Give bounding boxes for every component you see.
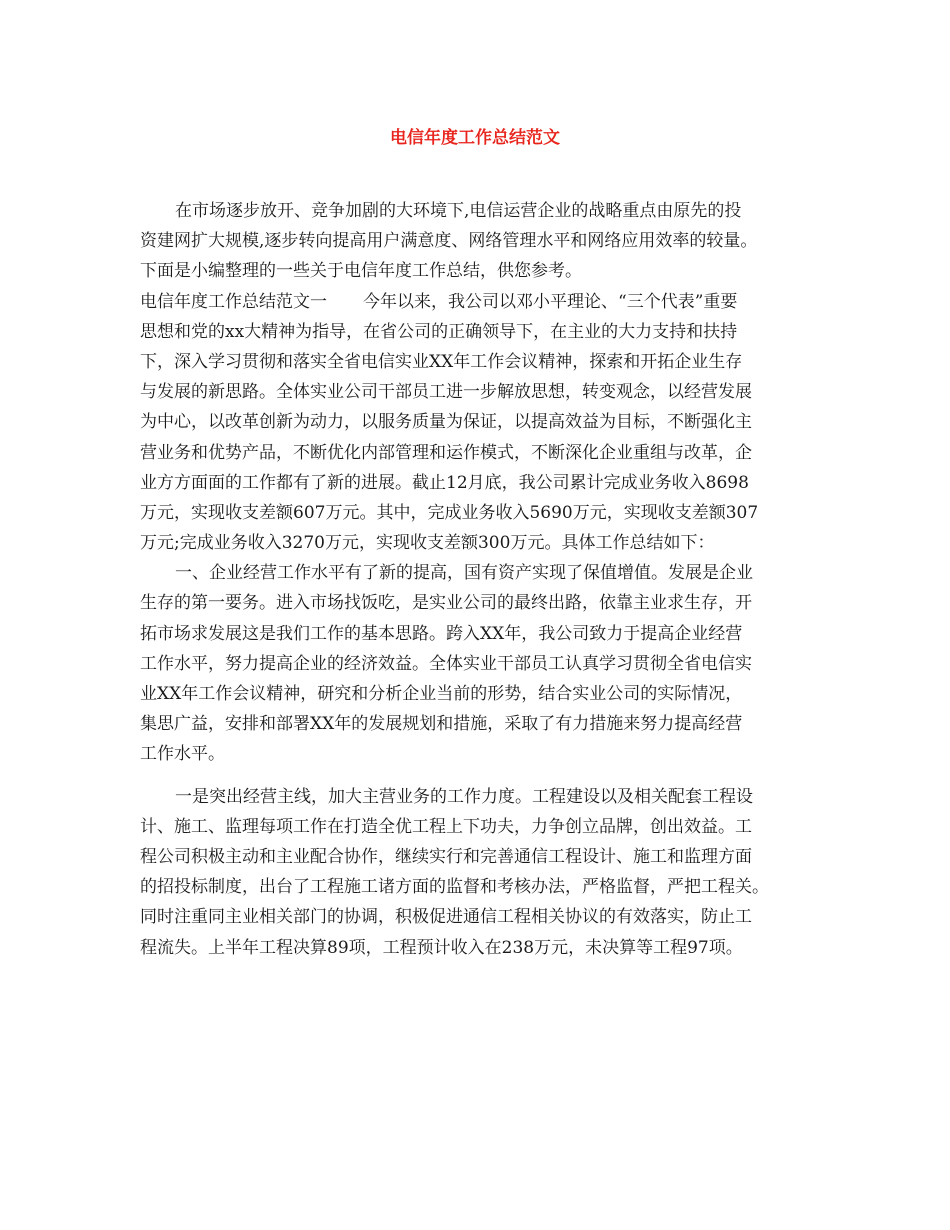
text-line: 工作水平，努力提高企业的经济效益。全体实业干部员工认真学习贯彻全省电信实 [140, 653, 752, 674]
text-line: 在市场逐步放开、竞争加剧的大环境下,电信运营企业的战略重点由原先的投 [175, 201, 742, 221]
text-line: 资建网扩大规模,逐步转向提高用户满意度、网络管理水平和网络应用效率的较量。 [140, 231, 758, 252]
text-line: 同时注重同主业相关部门的协调，积极促进通信工程相关协议的有效落实，防止工 [140, 907, 752, 928]
text-line: 生存的第一要务。进入市场找饭吃，是实业公司的最终出路，依靠主业求生存，开 [140, 593, 752, 614]
section-heading: 电信年度工作总结范文一 [140, 291, 327, 312]
text-line: 的招投标制度，出台了工程施工诸方面的监督和考核办法，严格监督，严把工程关。 [140, 877, 769, 898]
text-line: 下，深入学习贯彻和落实全省电信实业XX年工作会议精神，探索和开拓企业生存 [140, 351, 743, 372]
paragraph-gap [140, 770, 820, 782]
text-line: 计、施工、监理每项工作在打造全优工程上下功夫，力争创立品牌，创出效益。工 [140, 816, 752, 837]
text-line: 思想和党的xx大精神为指导，在省公司的正确领导下，在主业的大力支持和扶持 [140, 321, 738, 342]
text-line: 工作水平。 [140, 744, 225, 765]
text-line: 营业务和优势产品，不断优化内部管理和运作模式，不断深化企业重组与改革，企 [140, 442, 752, 463]
text-line: 拓市场求发展这是我们工作的基本思路。跨入XX年，我公司致力于提高企业经营 [140, 623, 743, 644]
text-line: 程流失。上半年工程决算89项，工程预计收入在238万元，未决算等工程97项。 [140, 937, 743, 958]
text-line: 与发展的新思路。全体实业公司干部员工进一步解放思想，转变观念，以经营发展 [140, 382, 752, 403]
text-line: 万元，实现收支差额607万元。其中，完成业务收入5690万元，实现收支差额307 [140, 502, 759, 523]
document-body [140, 196, 820, 963]
text-line: 集思广益，安排和部署XX年的发展规划和措施，采取了有力措施来努力提高经营 [140, 714, 743, 735]
text-line: 一、企业经营工作水平有了新的提高，国有资产实现了保值增值。发展是企业 [175, 563, 753, 584]
paragraph-summary-one [140, 287, 820, 559]
document-title: 电信年度工作总结范文 [390, 128, 560, 148]
text-line: 万元;完成业务收入3270万元，实现收支差额300万元。具体工作总结如下： [140, 533, 715, 554]
text-line: 下面是小编整理的一些关于电信年度工作总结，供您参考。 [140, 261, 582, 282]
paragraph-main-business [140, 782, 820, 963]
text-line [140, 287, 820, 317]
text-line-content: 今年以来，我公司以邓小平理论、“三个代表”重要 [363, 291, 738, 312]
text-line: 为中心，以改革创新为动力，以服务质量为保证，以提高效益为目标，不断强化主 [140, 412, 752, 433]
paragraph-intro [140, 196, 820, 287]
text-line: 业XX年工作会议精神，研究和分析企业当前的形势，结合实业公司的实际情况， [140, 684, 743, 704]
text-line: 程公司积极主动和主业配合协作，继续实行和完善通信工程设计、施工和监理方面 [140, 846, 752, 867]
text-line: 一是突出经营主线，加大主营业务的工作力度。工程建设以及相关配套工程设 [175, 786, 753, 807]
text-line: 业方方面面的工作都有了新的进展。截止12月底，我公司累计完成业务收入8698 [140, 472, 749, 493]
paragraph-section-one [140, 558, 820, 769]
